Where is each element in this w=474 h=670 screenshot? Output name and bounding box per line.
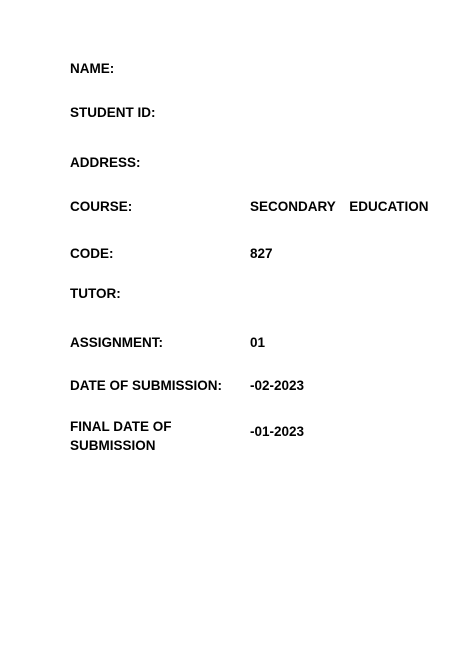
assignment-label: ASSIGNMENT: [70, 335, 164, 350]
final-date-label-line1: FINAL DATE OF [70, 419, 172, 434]
code-value: 827 [250, 246, 273, 261]
course-value: SECONDARY EDUCATION [250, 199, 429, 214]
assignment-value: 01 [250, 335, 266, 350]
address-label: ADDRESS: [70, 155, 141, 170]
final-date-label-line2: SUBMISSION [70, 438, 156, 453]
date-of-submission-label: DATE OF SUBMISSION: [70, 378, 223, 393]
date-of-submission-value: -02-2023 [250, 378, 305, 393]
course-label: COURSE: [70, 199, 133, 214]
tutor-label: TUTOR: [70, 286, 121, 301]
final-date-value: -01-2023 [250, 424, 305, 439]
student-id-label: STUDENT ID: [70, 105, 156, 120]
name-label: NAME: [70, 61, 115, 76]
code-label: CODE: [70, 246, 114, 261]
